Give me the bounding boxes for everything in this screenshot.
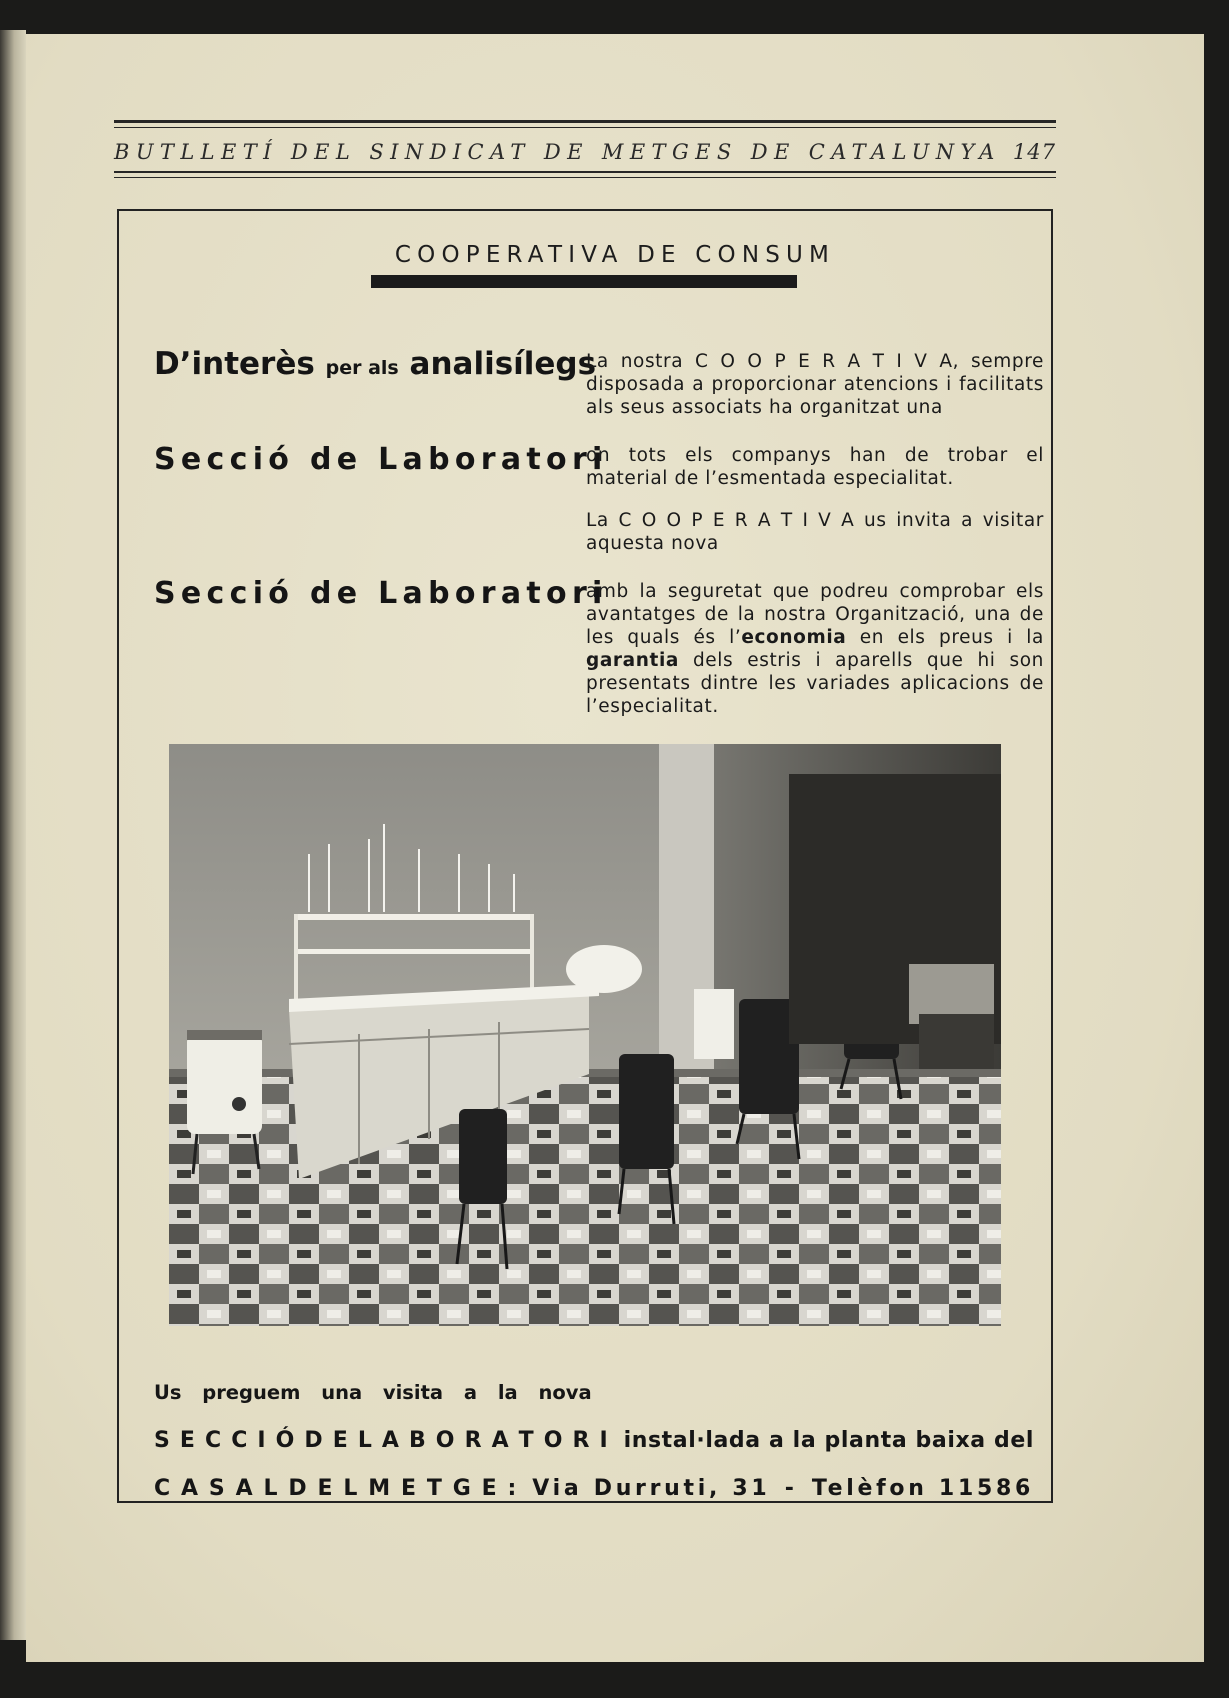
running-header [114, 140, 1056, 164]
address: Via Durruti, 31 [532, 1476, 771, 1501]
paragraph-4-c: en els preus i la [846, 627, 1044, 648]
paragraph-4 [586, 580, 1044, 718]
page [26, 34, 1204, 1662]
paragraph-3: La C O O P E R A T I V A us invita a visitar aquesta nova [586, 510, 1044, 554]
title-underline-bar [371, 275, 797, 288]
footer-line-3 [154, 1476, 1034, 1501]
keyword-garantia: garantia [586, 650, 679, 671]
header-rule-bottom [114, 171, 1056, 173]
headline-part1: D’interès [154, 346, 315, 382]
headline-part3: analisílegs [409, 346, 597, 382]
header-rule-top [114, 120, 1056, 123]
footer-line-2 [154, 1428, 1034, 1453]
laboratory-photo [169, 744, 1001, 1326]
cooperative-title: COOPERATIVA DE CONSUM [394, 242, 836, 268]
paragraph-4-a: amb la seguretat que podreu comprobar els avantatges de la nostra Organització, una de les quals és l’ [586, 581, 1044, 648]
paragraph-2: on tots els companys han de trobar el material de l’esmentada especialitat. [586, 445, 1044, 489]
page-number: 147 [1012, 140, 1056, 164]
keyword-economia: economia [741, 627, 847, 648]
header-rule-bottom-thin [114, 177, 1056, 178]
separator: - [784, 1476, 798, 1501]
headline [154, 346, 596, 382]
paragraph-1: La nostra C O O P E R A T I V A, sempre disposada a proporcionar atencions i facilitats als seus associats ha organitzat una [586, 351, 1044, 418]
headline-part2: per als [325, 357, 399, 379]
telephone: Telèfon 11586 [811, 1476, 1034, 1501]
casal-name: C A S A L D E L M E T G E : [154, 1476, 518, 1501]
section-label-2: Secció de Laboratori [154, 576, 608, 611]
footer-line-1: Us preguem una visita a la nova [154, 1381, 592, 1404]
journal-title: BUTLLETÍ DEL SINDICAT DE METGES DE CATALUNYA [114, 140, 1001, 164]
section-label-1: Secció de Laboratori [154, 442, 608, 477]
header-rule-top-thin [114, 127, 1056, 128]
book-spine-edge [0, 30, 26, 1640]
location-text: instal·lada a la planta baixa del [623, 1428, 1034, 1453]
laboratory-photo-illustration [169, 744, 1001, 1326]
section-name: S E C C I Ó D E L A B O R A T O R I [154, 1428, 609, 1453]
paragraph-4-e: dels estris i aparells que hi son presentats dintre les variades aplicacions de l’especialitat. [586, 650, 1044, 717]
